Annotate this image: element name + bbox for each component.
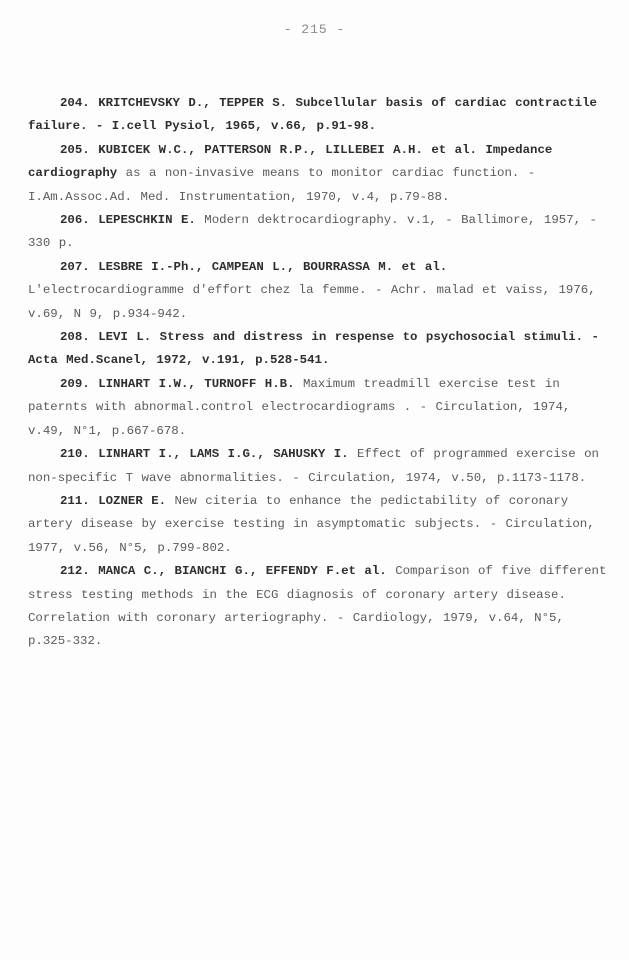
reference-number: 210. (60, 447, 90, 462)
reference-details: L'electrocardiogramme d'effort chez la femme. - Achr. malad et vaiss, 1976, v.69, N 9, p.934-942. (28, 283, 596, 321)
reference-item (28, 373, 608, 443)
reference-number: 205. (60, 142, 90, 157)
reference-authors-title: LEPESCHKIN E. (98, 213, 196, 228)
reference-number: 204. (60, 96, 90, 110)
reference-details: New citeria to enhance the pedictability of coronary artery disease by exercise testing in asymptomatic subjects. - Circulation, 1977, v.56, N°5, p.799-802. (28, 493, 595, 555)
reference-list (28, 92, 608, 654)
reference-authors-title: LEVI L. Stress and distress in respense to psychosocial stimuli. - Acta Med.Scanel, 1972, v.191, p.528-541. (28, 330, 599, 368)
reference-authors-title: LINHART I., LAMS I.G., SAHUSKY I. (98, 447, 349, 462)
reference-number: 212. (60, 564, 90, 579)
reference-item (28, 139, 608, 209)
reference-details: Maximum treadmill exercise test in paternts with abnormal.control electrocardiograms . - Circulation, 1974, v.49, N°1, p.667-678. (28, 376, 571, 438)
reference-item (28, 326, 608, 373)
reference-authors-title: LINHART I.W., TURNOFF H.B. (98, 376, 295, 391)
reference-item (28, 490, 608, 560)
reference-item (28, 443, 608, 490)
reference-item (28, 560, 608, 654)
reference-number: 208. (60, 330, 90, 345)
reference-number: 206. (60, 213, 90, 228)
reference-item (28, 209, 608, 256)
reference-details: Modern dektrocardiography. v.1, - Ballimore, 1957, - 330 p. (28, 213, 597, 251)
reference-authors-title: KUBICEK W.C., PATTERSON R.P., LILLEBEI A.H. et al. Impedance cardiography (28, 142, 553, 181)
reference-number: 207. (60, 259, 90, 274)
reference-item (28, 256, 608, 326)
reference-item (28, 92, 608, 139)
reference-details: as a non-invasive means to monitor cardiac function. - I.Am.Assoc.Ad. Med. Instrumentation, 1970, v.4, p.79-88. (28, 166, 536, 204)
reference-number: 209. (60, 376, 90, 391)
page-number: - 215 - (283, 22, 346, 37)
reference-details: Effect of programmed exercise on non-specific T wave abnormalities. - Circulation, 1974, v.50, p.1173-1178. (28, 447, 599, 485)
reference-authors-title: KRITCHEVSKY D., TEPPER S. Subcellular basis of cardiac contractile failure. - I.cell Pysiol, 1965, v.66, p.91-98. (28, 96, 597, 134)
reference-authors-title: MANCA C., BIANCHI G., EFFENDY F.et al. (98, 564, 387, 579)
reference-authors-title: LESBRE I.-Ph., CAMPEAN L., BOURRASSA M. et al. (98, 259, 448, 274)
reference-authors-title: LOZNER E. (98, 493, 167, 508)
reference-number: 211. (60, 493, 90, 508)
reference-details: Comparison of five different stress testing methods in the ECG diagnosis of coronary artery disease. Correlation with coronary arteriography. - Cardiology, 1979, v.64, N°5, p.325-332. (28, 564, 607, 649)
